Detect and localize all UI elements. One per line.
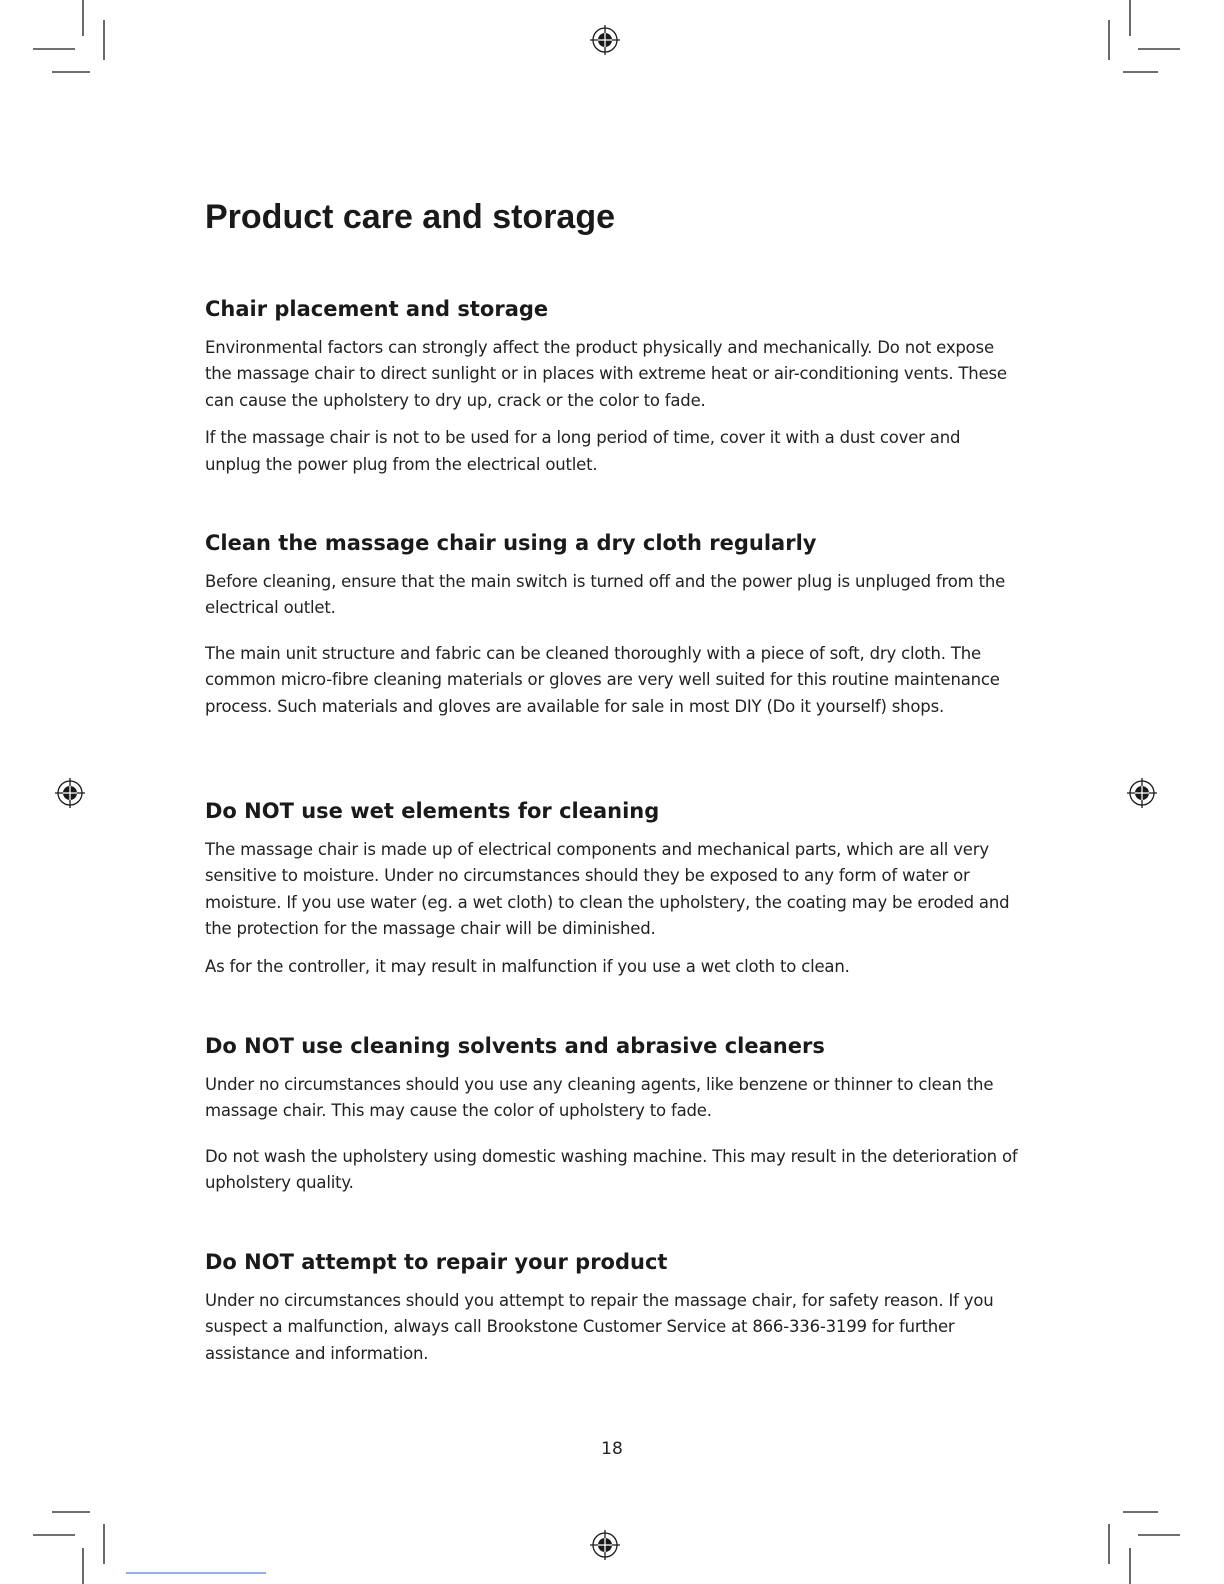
paragraph: If the massage chair is not to be used for a long period of time, cover it with a dust cover and unplug the power plug from the electrical outlet. (205, 428, 961, 474)
paragraph: The main unit structure and fabric can be cleaned thoroughly with a piece of soft, dry cloth. The common micro-fibre cleaning materials or gloves are very well suited for this routine maintenance process. Such materials and gloves are available for sale in most DIY (Do it yourself) shops. (205, 643, 1000, 716)
section-heading: Clean the massage chair using a dry cloth regularly (205, 531, 817, 555)
crop-mark-top-left (33, 0, 104, 72)
paragraph: As for the controller, it may result in malfunction if you use a wet cloth to clean. (205, 956, 850, 976)
registration-mark-left-icon (55, 778, 85, 808)
crop-mark-bottom-right (1109, 1512, 1180, 1584)
section-dry-cloth (205, 530, 1020, 720)
paragraph: Before cleaning, ensure that the main switch is turned off and the power plug is unpluged from the electrical outlet. (205, 572, 1006, 618)
section-heading: Do NOT use cleaning solvents and abrasive cleaners (205, 1034, 825, 1058)
section-heading: Do NOT use wet elements for cleaning (205, 799, 660, 823)
crop-mark-bottom-left (33, 1512, 104, 1584)
section-heading: Do NOT attempt to repair your product (205, 1250, 668, 1274)
section-chair-placement (205, 296, 1020, 478)
page-number: 18 (601, 1439, 623, 1459)
section-no-solvents (205, 1033, 1020, 1197)
section-heading: Chair placement and storage (205, 297, 549, 321)
registration-mark-top-icon (590, 25, 620, 55)
registration-mark-right-icon (1127, 778, 1157, 808)
crop-mark-top-right (1109, 0, 1180, 72)
section-no-wet-elements (205, 798, 1020, 980)
paragraph: Under no circumstances should you use any cleaning agents, like benzene or thinner to clean the massage chair. This may cause the color of upholstery to fade. (205, 1075, 994, 1121)
page-title: Product care and storage (205, 198, 616, 236)
paragraph: The massage chair is made up of electrical components and mechanical parts, which are all very sensitive to moisture. Under no circumstances should they be exposed to any form of water or moisture. If you use water (eg. a wet cloth) to clean the upholstery, the coating may be eroded and the protection for the massage chair will be diminished. (205, 840, 1010, 939)
paragraph: Environmental factors can strongly affect the product physically and mechanically. Do not expose the massage chair to direct sunlight or in places with extreme heat or air-conditioning vents. These can cause the upholstery to dry up, crack or the color to fade. (205, 338, 1007, 410)
paragraph: Under no circumstances should you attempt to repair the massage chair, for safety reason. If you suspect a malfunction, always call Brookstone Customer Service at 866-336-3199 for further assistance and information. (205, 1291, 994, 1363)
paragraph: Do not wash the upholstery using domestic washing machine. This may result in the deterioration of upholstery quality. (205, 1146, 1018, 1193)
section-no-repair (205, 1249, 1020, 1367)
registration-mark-bottom-icon (590, 1530, 620, 1560)
